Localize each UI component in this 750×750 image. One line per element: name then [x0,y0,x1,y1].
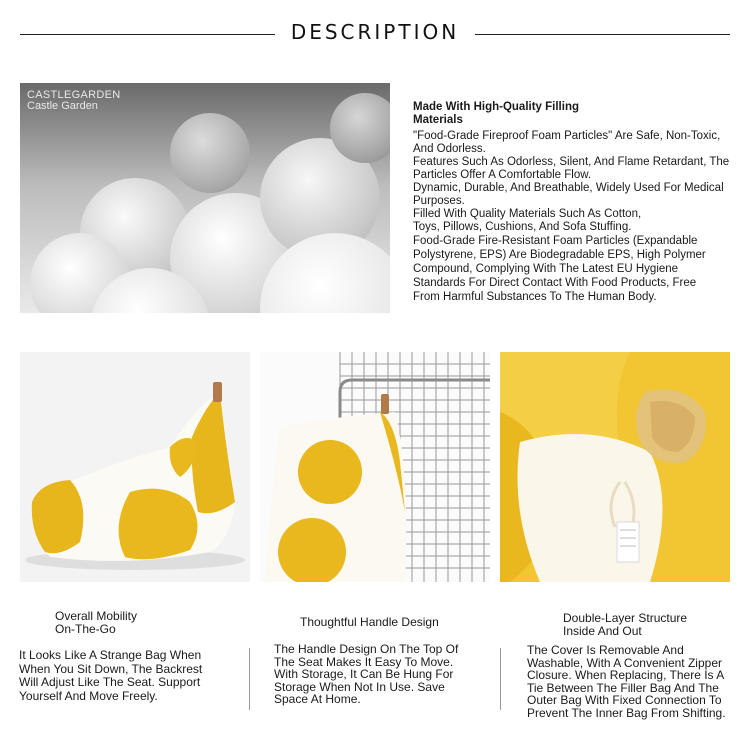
materials-paragraph: Dynamic, Durable, And Breathable, Widely Used For Medical Purposes. [413,182,724,207]
beanbag-seat-image [20,352,250,582]
feature-body: The Handle Design On The Top Of The Seat Makes It Easy To Move. With Storage, It Can Be Hung For Storage When Not In Use. Save Space At Home. [274,642,459,706]
header-rule-right [475,34,730,35]
feature-title: Thoughtful Handle Design [300,615,439,629]
materials-paragraph: "Food-Grade Fireproof Foam Particles" Are Safe, Non-Toxic, And Odorless. [413,130,721,155]
materials-paragraph: Features Such As Odorless, Silent, And Flame Retardant, The Particles Offer A Comfortable Flow. [413,156,730,181]
feature-body: It Looks Like A Strange Bag When When You Sit Down, The Backrest Will Adjust Like The Seat. Support Yourself And Move Freely. [19,648,203,703]
foam-particles-image [20,83,390,313]
brand-name-upper: CASTLEGARDEN [27,89,121,101]
hanging-handle-image [260,352,490,582]
double-layer-detail-image [500,352,730,582]
divider [500,648,501,710]
divider [249,648,250,710]
materials-paragraph: Food-Grade Fire-Resistant Foam Particles (Expandable Polystyrene, EPS) Are Biodegradable EPS, High Polymer Compound, Complying With The Latest EU Hygiene Standards For Direct Contact With Food Products, Free From Harmful Substances To The Human Body. [413,235,706,303]
materials-paragraph: Filled With Quality Materials Such As Cotton, Toys, Pillows, Cushions, And Sofa Stuffing. [413,208,642,233]
section-title: DESCRIPTION [290,20,460,44]
feature-title: Double-Layer Structure Inside And Out [563,611,688,638]
feature-title: Overall Mobility On-The-Go [55,609,138,636]
brand-name: Castle Garden [27,100,98,112]
materials-description [413,101,743,304]
materials-heading: Made With High-Quality Filling Materials [413,101,579,126]
feature-body: The Cover Is Removable And Washable, With A Convenient Zipper Closure. When Replacing, There Is A Tie Between The Filler Bag And The Outer Bag With Fixed Connection To Prevent The Inner Bag From Shifting. [527,643,726,720]
